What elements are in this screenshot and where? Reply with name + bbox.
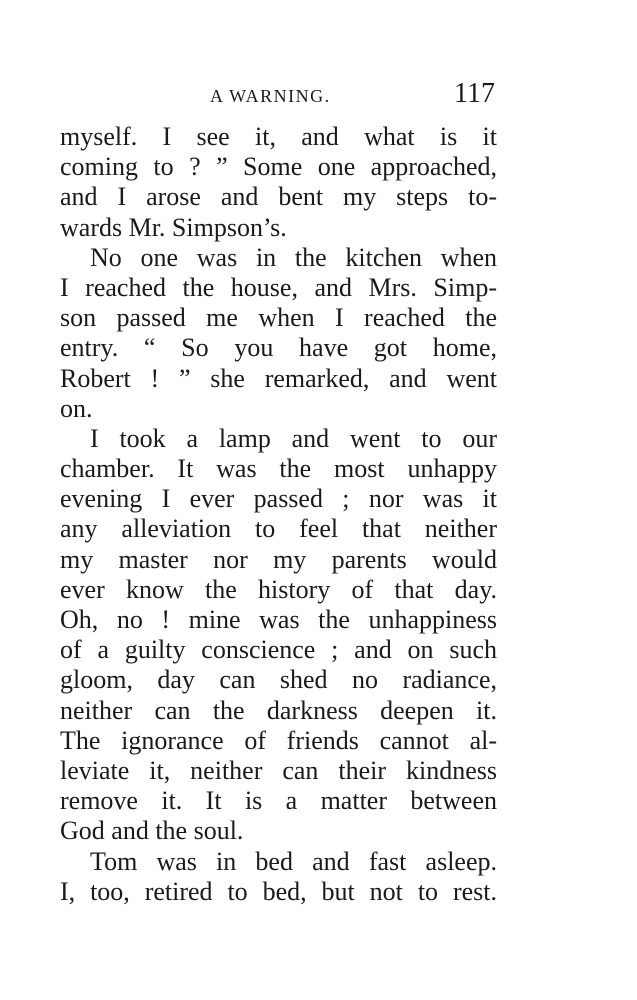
text-line: leviate it, neither can their kindness bbox=[60, 755, 497, 785]
text-line: wards Mr. Simpson’s. bbox=[60, 212, 287, 242]
text-line: entry. “ So you have got home, bbox=[60, 333, 497, 363]
text-line: any alleviation to feel that neither bbox=[60, 514, 497, 544]
text-line: neither can the darkness deepen it. bbox=[60, 695, 497, 725]
text-line: God and the soul. bbox=[60, 816, 244, 846]
running-head bbox=[60, 78, 497, 118]
text-line: I, too, retired to bed, but not to rest. bbox=[60, 876, 497, 906]
text-line: I took a lamp and went to our bbox=[90, 423, 497, 453]
text-line: on. bbox=[60, 393, 93, 423]
text-line: Oh, no ! mine was the unhappiness bbox=[60, 605, 497, 634]
body-text bbox=[60, 122, 497, 907]
text-line: I reached the house, and Mrs. Simp- bbox=[60, 272, 497, 302]
text-line: ever know the history of that day. bbox=[60, 574, 497, 604]
running-title: A WARNING. bbox=[210, 86, 331, 106]
text-line: of a guilty conscience ; and on such bbox=[60, 635, 497, 665]
page-number: 117 bbox=[454, 78, 495, 109]
text-line: evening I ever passed ; nor was it bbox=[60, 484, 497, 514]
text-line: myself. I see it, and what is it bbox=[60, 122, 497, 151]
text-line: The ignorance of friends cannot al- bbox=[60, 725, 497, 755]
text-line: son passed me when I reached the bbox=[60, 303, 497, 333]
text-line: Robert ! ” she remarked, and went bbox=[60, 363, 497, 393]
text-line: chamber. It was the most unhappy bbox=[60, 454, 497, 484]
text-line: No one was in the kitchen when bbox=[90, 242, 497, 272]
text-line: remove it. It is a matter between bbox=[60, 786, 497, 816]
text-line: coming to ? ” Some one approached, bbox=[60, 152, 497, 182]
text-line: gloom, day can shed no radiance, bbox=[60, 665, 497, 695]
text-line: and I arose and bent my steps to- bbox=[60, 182, 497, 212]
text-line: my master nor my parents would bbox=[60, 544, 497, 574]
text-line: Tom was in bed and fast asleep. bbox=[90, 846, 497, 876]
